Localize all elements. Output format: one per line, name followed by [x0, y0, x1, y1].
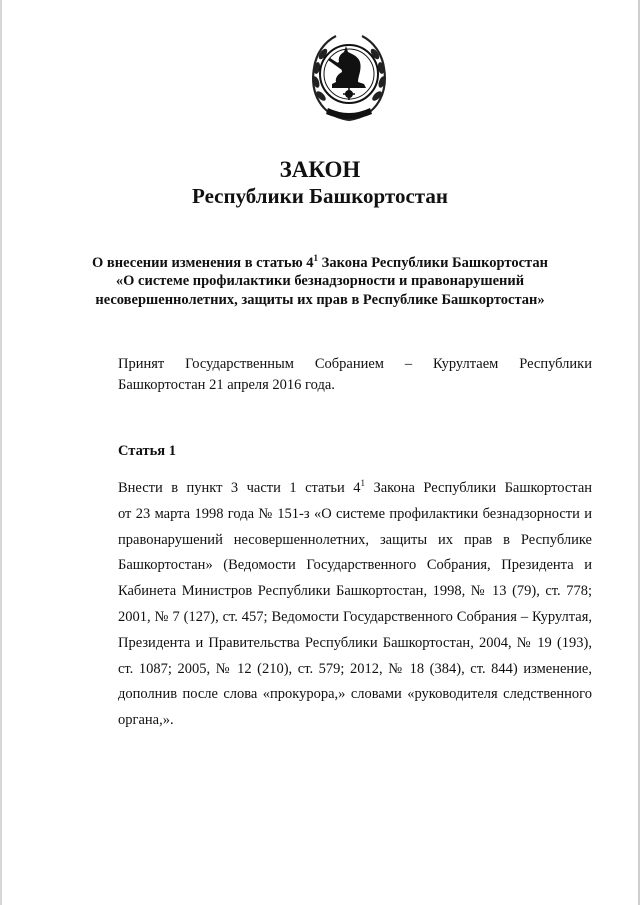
article-line: от 23 марта 1998 года № 151-з «О системе профилактики безнадзорности и	[118, 505, 592, 522]
law-title: ЗАКОН	[279, 157, 361, 182]
article-line: ст. 1087; 2005, № 12 (210), ст. 579; 2012, № 18 (384), ст. 844) изменение,	[118, 660, 592, 677]
article-line: Башкортостан» (Ведомости Государственного Собрания, Президента и	[118, 557, 592, 574]
article-line: 2001, № 7 (127), ст. 457; Ведомости Государственного Собрания – Курултая,	[118, 608, 592, 625]
article-line: органа,».	[118, 712, 174, 729]
adoption-line-2: Башкортостан 21 апреля 2016 года.	[118, 377, 335, 393]
scan-edge-left	[0, 0, 2, 905]
amendment-title	[60, 249, 580, 309]
amendment-title-line-1: О внесении изменения в статью $4^1$ Закона Республики Башкортостан	[92, 253, 548, 271]
adoption-line-1: Принят Государственным Собранием – Курултаем Республики	[118, 356, 592, 372]
law-subtitle: Республики Башкортостан	[192, 184, 448, 208]
article-line: дополнив после слова «прокурора,» словами «руководителя следственного	[118, 686, 592, 703]
amendment-title-line-3: несовершеннолетних, защиты их прав в Республике Башкортостан»	[95, 291, 545, 308]
article-body	[118, 476, 592, 734]
article-line: Внести в пункт 3 части 1 статьи $4^1$ Закона Республики Башкортостан	[118, 478, 593, 496]
article-heading: Статья 1	[118, 443, 176, 459]
article-line: правонарушений несовершеннолетних, защиты их прав в Республике	[118, 531, 592, 548]
article-line: Президента и Правительства Республики Башкортостан, 2004, № 19 (193),	[118, 634, 592, 651]
amendment-title-line-2: «О системе профилактики безнадзорности и правонарушений	[115, 273, 525, 290]
bashkortostan-coat-of-arms-icon	[308, 30, 390, 126]
article-line: Кабинета Министров Республики Башкортостан, 1998, № 13 (79), ст. 778;	[118, 583, 592, 600]
